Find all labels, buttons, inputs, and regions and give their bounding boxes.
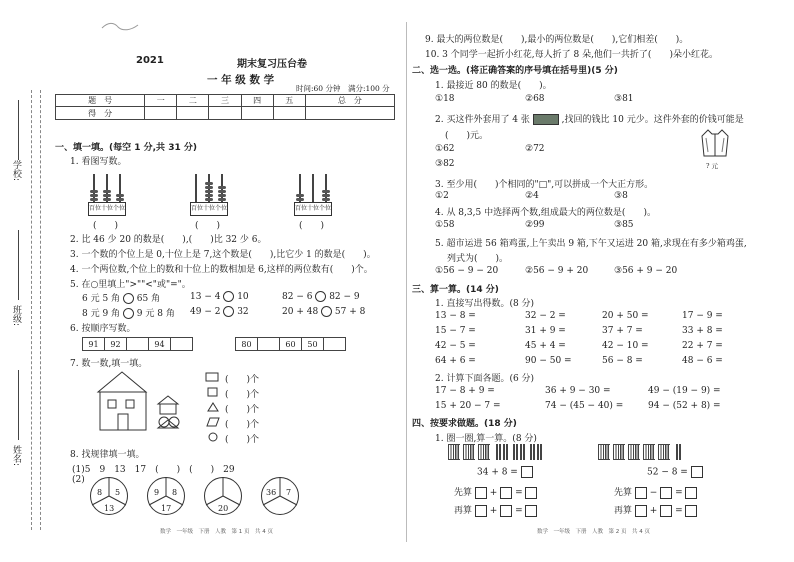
oral-item: 45 + 4 = <box>525 341 566 351</box>
number-wheel: 20 <box>204 477 242 515</box>
score-header: 五 <box>273 95 305 107</box>
score-table <box>55 94 395 120</box>
binding-line-2 <box>31 90 32 530</box>
s2q1-option[interactable]: ②68 <box>525 94 545 104</box>
score-header: 总 分 <box>305 95 394 107</box>
exam-year: 2021 <box>136 55 164 66</box>
q8-sequence: (1)5 9 13 17 ( ) ( ) 29 <box>72 465 235 475</box>
eq1-text: 34 + 8 = <box>477 466 533 478</box>
abacus-1-answer[interactable]: ( ) <box>93 221 119 231</box>
step-box[interactable] <box>685 487 697 499</box>
oral-item: 17 − 9 = <box>682 311 723 321</box>
sticks-group-right <box>598 444 683 460</box>
s2q3-text: 3. 至少用( )个相同的"□",可以拼成一个大正方形。 <box>435 180 654 190</box>
shape-circle-icon <box>207 432 219 445</box>
section1-title: 一、填一填。(每空 1 分,共 31 分) <box>55 143 197 153</box>
oral-item: 15 − 7 = <box>435 326 476 336</box>
s3q2-text: 2. 计算下面各题。(6 分) <box>435 374 535 384</box>
s2q1-text: 1. 最接近 80 的数是( )。 <box>435 81 552 91</box>
q5-text: 5. 在○里填上">""<"或"="。 <box>70 280 191 290</box>
score-header: 题 号 <box>56 95 145 107</box>
s2q5-option[interactable]: ①56 − 9 − 20 <box>435 266 499 276</box>
oral-item: 64 + 6 = <box>435 356 476 366</box>
sequence-1: 91 92 94 <box>82 337 193 351</box>
compare-circle[interactable] <box>321 306 332 317</box>
q4-text: 4. 一个两位数,个位上的数和十位上的数相加是 6,这样的两位数有( )个。 <box>70 265 373 275</box>
q7-text: 7. 数一数,填一填。 <box>70 359 148 369</box>
s2q5-text-b: 列式为( )。 <box>447 254 509 264</box>
s2q3-option[interactable]: ②4 <box>525 191 539 201</box>
class-label: 班级: <box>11 305 21 327</box>
compare-circle[interactable] <box>223 306 234 317</box>
q10-text: 10. 3 个同学一起折小红花,每人折了 8 朵,他们一共折了( )朵小红花。 <box>425 50 718 60</box>
oral-item: 48 − 6 = <box>682 356 723 366</box>
abacus-2-answer[interactable]: ( ) <box>195 221 221 231</box>
oral-item: 42 − 10 = <box>602 341 649 351</box>
step-box[interactable] <box>525 505 537 517</box>
house-figure <box>80 370 200 437</box>
oral-item: 22 + 7 = <box>682 341 723 351</box>
s2q2-option[interactable]: ①62 <box>435 144 455 154</box>
oral-item: 56 − 8 = <box>602 356 643 366</box>
footer-left: 数学 一年级 下册 人教 第 1 页 共 4 页 <box>160 529 273 535</box>
name-line <box>18 370 19 440</box>
score-cell[interactable] <box>305 107 394 120</box>
jacket-icon <box>698 126 732 163</box>
s2q4-option[interactable]: ①58 <box>435 220 455 230</box>
s2q4-text: 4. 从 8,3,5 中选择两个数,组成最大的两位数是( )。 <box>435 208 656 218</box>
s3q1-text: 1. 直接写出得数。(8 分) <box>435 299 535 309</box>
s2q2-option[interactable]: ③82 <box>435 159 455 169</box>
answer-box[interactable] <box>521 466 533 478</box>
oral-item: 37 + 7 = <box>602 326 643 336</box>
q8-sub2: (2) <box>72 475 85 485</box>
square-count[interactable]: ( )个 <box>225 390 260 400</box>
oral-item: 33 + 8 = <box>682 326 723 336</box>
compare-item: 6 元 5 角 65 角 <box>82 294 161 304</box>
s2q5-option[interactable]: ②56 − 9 + 20 <box>525 266 589 276</box>
step-box[interactable] <box>660 487 672 499</box>
answer-box[interactable] <box>691 466 703 478</box>
section3-title: 三、算一算。(14 分) <box>412 285 499 295</box>
shape-rectangle-icon <box>205 372 219 385</box>
oral-item: 90 − 50 = <box>525 356 572 366</box>
s2q2-answer: ( )元。 <box>445 131 489 141</box>
abacus-2: 百位十位个位 <box>190 166 228 216</box>
s2q3-option[interactable]: ③8 <box>614 191 628 201</box>
compare-item: 8 元 9 角 9 元 8 角 <box>82 309 175 319</box>
step-box[interactable] <box>500 487 512 499</box>
q2-text: 2. 比 46 少 20 的数是( ),( )比 32 少 6。 <box>70 235 267 245</box>
section2-title: 二、选一选。(将正确答案的序号填在括号里)(5 分) <box>412 66 618 76</box>
mixed-item: 17 − 8 + 9 = <box>435 386 495 396</box>
parallelogram-count[interactable]: ( )个 <box>225 420 260 430</box>
step-box[interactable] <box>475 487 487 499</box>
s2q3-option[interactable]: ①2 <box>435 191 449 201</box>
shape-parallelogram-icon <box>206 417 220 430</box>
oral-item: 20 + 50 = <box>602 311 649 321</box>
exam-title: 期末复习压台卷 <box>237 59 307 70</box>
abacus-3-answer[interactable]: ( ) <box>299 221 325 231</box>
s2q5-text: 5. 超市运进 56 箱鸡蛋,上午卖出 9 箱,下午又运进 20 箱,求现在有多少箱鸡蛋, <box>435 239 747 249</box>
mixed-item: 15 + 20 − 7 = <box>435 401 501 411</box>
oral-item: 32 − 2 = <box>525 311 566 321</box>
exam-subject: 一 年 级 数 学 <box>207 74 275 86</box>
step-box[interactable] <box>500 505 512 517</box>
score-header: 一 <box>145 95 177 107</box>
s2q2-text: 2. 买这件外套用了 4 张 ,找回的钱比 10 元少。这件外套的价钱可能是 <box>435 115 744 125</box>
shape-triangle-icon <box>207 402 219 415</box>
score-row-label: 得 分 <box>56 107 145 120</box>
compare-item: 49 − 2 32 <box>190 307 249 317</box>
q9-text: 9. 最大的两位数是( ),最小的两位数是( ),它们相差( )。 <box>425 35 689 45</box>
mixed-item: 36 + 9 − 30 = <box>545 386 611 396</box>
s2q4-option[interactable]: ③85 <box>614 220 634 230</box>
banknote-icon <box>533 114 559 125</box>
s2q1-option[interactable]: ①18 <box>435 94 455 104</box>
score-header: 二 <box>177 95 209 107</box>
binding-line <box>40 90 41 530</box>
oral-item: 31 + 9 = <box>525 326 566 336</box>
step-box[interactable] <box>475 505 487 517</box>
triangle-count[interactable]: ( )个 <box>225 405 260 415</box>
number-wheel: 8 5 13 <box>90 477 128 515</box>
mixed-item: 94 − (52 + 8) = <box>648 401 721 411</box>
class-line <box>18 230 19 300</box>
score-cell[interactable] <box>177 107 209 120</box>
name-label: 姓名: <box>11 445 21 467</box>
score-cell[interactable] <box>209 107 241 120</box>
s2q5-option[interactable]: ③56 + 9 − 20 <box>614 266 678 276</box>
sequence-2: 80 60 50 <box>235 337 346 351</box>
compare-circle[interactable] <box>223 291 234 302</box>
score-cell[interactable] <box>273 107 305 120</box>
score-header: 四 <box>241 95 273 107</box>
step-box[interactable] <box>660 505 672 517</box>
compare-item: 13 − 4 10 <box>190 292 249 302</box>
s2q4-option[interactable]: ②99 <box>525 220 545 230</box>
oral-item: 13 − 8 = <box>435 311 476 321</box>
abacus-1: 百位十位个位 <box>88 166 126 216</box>
number-wheel: 36 7 <box>261 477 299 515</box>
compare-item: 20 + 48 57 + 8 <box>282 307 366 317</box>
number-wheel: 9 8 17 <box>147 477 185 515</box>
footer-right: 数学 一年级 下册 人教 第 2 页 共 4 页 <box>537 529 650 535</box>
step-box[interactable] <box>525 487 537 499</box>
exam-meta: 时间:60 分钟 满分:100 分 <box>296 84 390 93</box>
circle-count[interactable]: ( )个 <box>225 435 260 445</box>
eq2-text: 52 − 8 = <box>647 466 703 478</box>
mixed-item: 49 − (19 − 9) = <box>648 386 721 396</box>
step-box[interactable] <box>635 487 647 499</box>
score-cell[interactable] <box>241 107 273 120</box>
compare-circle[interactable] <box>123 293 134 304</box>
q6-text: 6. 按顺序写数。 <box>70 324 136 334</box>
school-line <box>18 100 19 160</box>
s2q1-option[interactable]: ③81 <box>614 94 634 104</box>
jacket-price-tag: ? 元 <box>706 162 719 170</box>
header-decoration <box>100 20 140 34</box>
compare-circle[interactable] <box>123 308 134 319</box>
abacus-3: 百位十位个位 <box>294 166 332 216</box>
q3-text: 3. 一个数的个位上是 0,十位上是 7,这个数是( ),比它少 1 的数是( )。 <box>70 250 376 260</box>
compare-item: 82 − 6 82 − 9 <box>282 292 360 302</box>
page-divider <box>406 22 407 542</box>
s2q2-option[interactable]: ②72 <box>525 144 545 154</box>
compare-circle[interactable] <box>315 291 326 302</box>
score-header: 三 <box>209 95 241 107</box>
score-cell[interactable] <box>145 107 177 120</box>
q1-text: 1. 看图写数。 <box>70 157 127 167</box>
shape-square-icon <box>207 387 219 400</box>
s4q1-text: 1. 圈一圈,算一算。(8 分) <box>435 434 537 444</box>
rect-count[interactable]: ( )个 <box>225 375 260 385</box>
step-first-left: 先算 + = <box>454 485 537 499</box>
step-then-right: 再算 + = <box>614 503 697 517</box>
step-then-left: 再算 + = <box>454 503 537 517</box>
step-first-right: 先算 − = <box>614 485 697 499</box>
school-label: 学校: <box>11 160 21 182</box>
section4-title: 四、按要求做题。(18 分) <box>412 419 517 429</box>
oral-item: 42 − 5 = <box>435 341 476 351</box>
mixed-item: 74 − (45 − 40) = <box>545 401 624 411</box>
sticks-group-left <box>448 444 544 460</box>
q8-text: 8. 找规律填一填。 <box>70 450 145 460</box>
step-box[interactable] <box>635 505 647 517</box>
step-box[interactable] <box>685 505 697 517</box>
